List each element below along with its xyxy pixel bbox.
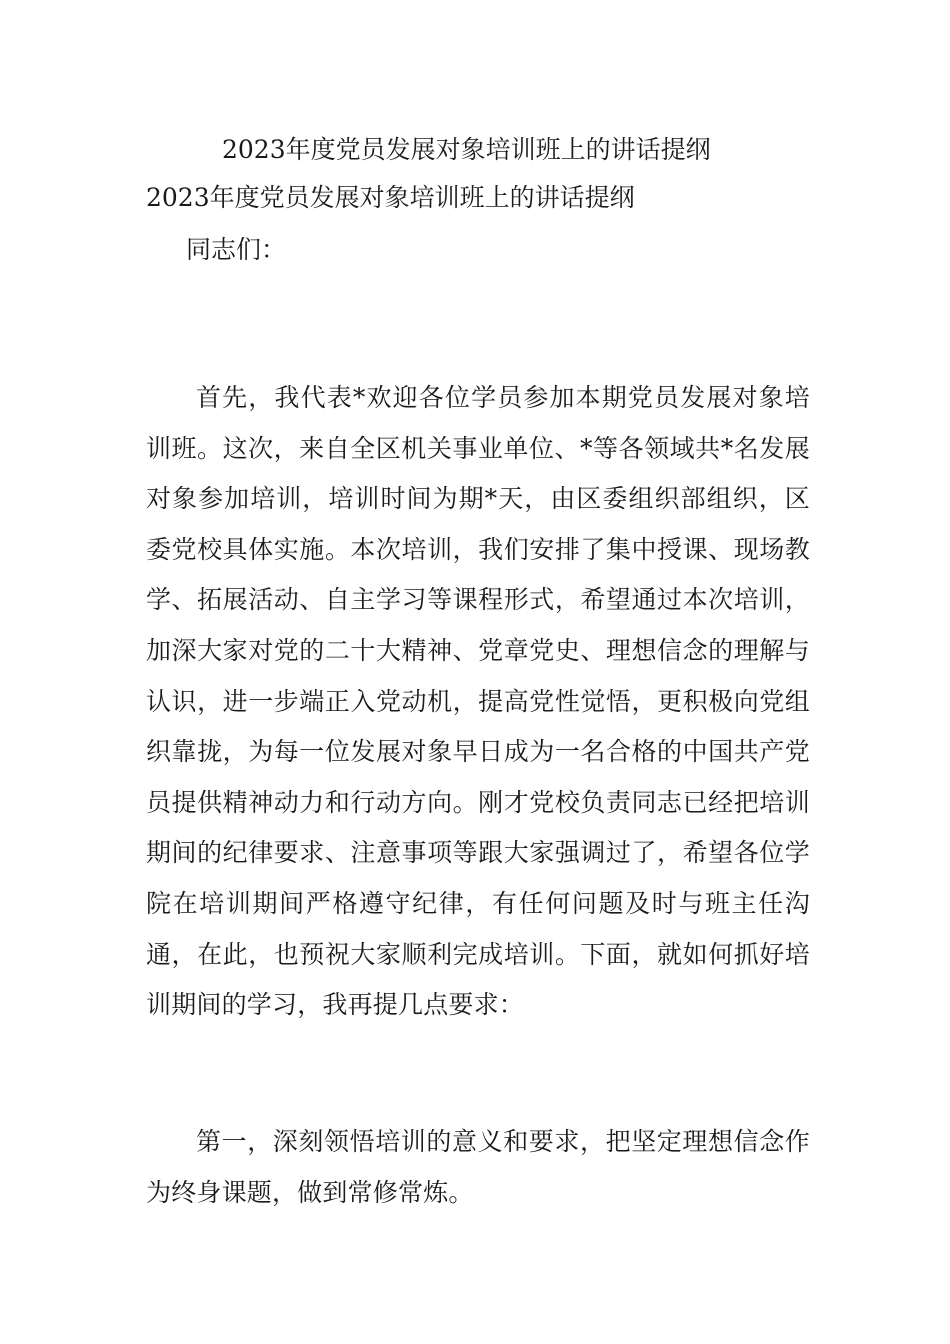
paragraph-first-requirement: 第一，深刻领悟培训的意义和要求，把坚定理想信念作为终身课题，做到常修常炼。 xyxy=(146,1127,810,1207)
document-title-left: 2023年度党员发展对象培训班上的讲话提纲 xyxy=(146,183,635,212)
greeting: 同志们： xyxy=(186,235,287,264)
document-title-centered: 2023年度党员发展对象培训班上的讲话提纲 xyxy=(222,135,711,164)
paragraph-introduction: 首先，我代表*欢迎各位学员参加本期党员发展对象培训班。这次，来自全区机关事业单位、*等各领域共*名发展对象参加培训，培训时间为期*天，由区委组织部组织，区委党校具体实施。本次培训，我们安排了集中授课、现场教学、拓展活动、自主学习等课程形式，希望通过本次培训，加深大家对党的二十大精神、党章党史、理想信念的理解与认识，进一步端正入党动机，提高党性觉悟，更积极向党组织靠拢，为每一位发展对象早日成为一名合格的中国共产党员提供精神动力和行动方向。刚才党校负责同志已经把培训期间的纪律要求、注意事项等跟大家强调过了，希望各位学院在培训期间严格遵守纪律，有任何问题及时与班主任沟通，在此，也预祝大家顺利完成培训。下面，就如何抓好培训期间的学习，我再提几点要求： xyxy=(146,383,810,1020)
